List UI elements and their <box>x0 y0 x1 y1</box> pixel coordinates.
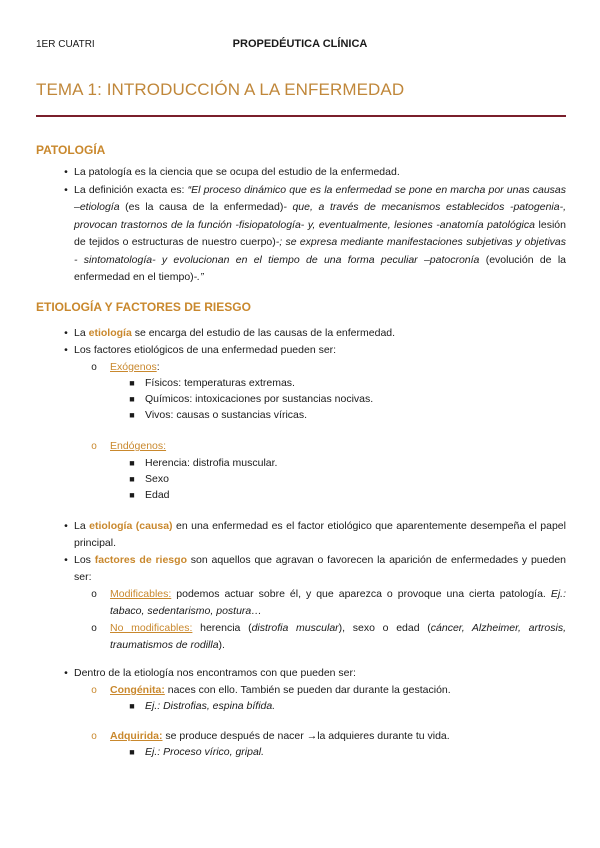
sub-sub-item: Sexo <box>145 473 169 485</box>
square-bullet: ■ <box>129 458 135 468</box>
bullet: • <box>64 327 68 339</box>
list-item: La patología es la ciencia que se ocupa del estudio de la enfermedad. <box>74 166 400 178</box>
list-item: La etiología se encarga del estudio de las causas de la enfermedad. <box>74 327 396 339</box>
header-left: 1ER CUATRI <box>36 39 95 50</box>
sub-sub-item: Vivos: causas o sustancias víricas. <box>145 409 308 421</box>
sub-item-endogenos: Endógenos: <box>110 440 167 452</box>
sub-sub-item: Ej.: Distrofias, espina bífida. <box>145 700 276 712</box>
bullet: • <box>64 184 68 196</box>
bullet: • <box>64 520 68 532</box>
square-bullet: ■ <box>129 701 135 711</box>
square-bullet: ■ <box>129 474 135 484</box>
arrow-right-icon: → <box>306 730 318 742</box>
bullet: • <box>64 344 68 356</box>
sub-bullet: o <box>91 441 97 452</box>
sub-sub-item: Ej.: Proceso vírico, gripal. <box>145 746 265 758</box>
list-item-definition: La definición exacta es: “El proceso dinámico que es la enfermedad se pone en marcha por unas causas –etiología (es la causa de la enfermedad)- que, a través de mecanismos establecidos -patogenia-, provocan trastornos de la función -fisiopatología- y, eventualmente, lesiones -anatomía patológica lesión de tejidos o estructuras de nuestro cuerpo)-; se expresa mediante manifestaciones subjetivas y objetivas - sintomatología- y evolucionan en el tiempo de una forma peculiar –patocronía (evolución de la enfermedad en el tiempo)-.” <box>74 184 566 284</box>
page-title: TEMA 1: INTRODUCCIÓN A LA ENFERMEDAD <box>36 80 405 99</box>
square-bullet: ■ <box>129 378 135 388</box>
sub-bullet: o <box>91 685 97 696</box>
sub-item-modificables: Modificables: podemos actuar sobre él, y que aparezca o provoque una cierta patología. Ej.: tabaco, sedentarismo, postura… <box>110 588 566 618</box>
sub-bullet: o <box>91 623 97 634</box>
sub-item-adquirida: Adquirida: se produce después de nacer →la adquieres durante tu vida. <box>110 730 450 742</box>
list-item: Los factores de riesgo son aquellos que agravan o favorecen la aparición de enfermedades y pueden ser: <box>74 554 567 584</box>
sub-item-no-modificables: No modificables: herencia (distrofia muscular), sexo o edad (cáncer, Alzheimer, artrosis, traumatismos de rodilla). <box>110 622 566 652</box>
sub-sub-item: Herencia: distrofia muscular. <box>145 457 278 469</box>
sub-sub-item: Edad <box>145 489 170 501</box>
sub-bullet: o <box>91 589 97 600</box>
section-heading-patologia: PATOLOGÍA <box>36 143 106 157</box>
square-bullet: ■ <box>129 490 135 500</box>
section-heading-etiologia: ETIOLOGÍA Y FACTORES DE RIESGO <box>36 300 251 314</box>
bullet: • <box>64 166 68 178</box>
sub-item-congenita: Congénita: naces con ello. También se pueden dar durante la gestación. <box>110 684 451 696</box>
square-bullet: ■ <box>129 747 135 757</box>
header-center: PROPEDÉUTICA CLÍNICA <box>232 38 368 50</box>
list-item: Dentro de la etiología nos encontramos con que pueden ser: <box>74 667 356 679</box>
list-item: Los factores etiológicos de una enfermedad pueden ser: <box>74 344 337 356</box>
sub-bullet: o <box>91 731 97 742</box>
bullet: • <box>64 667 68 679</box>
square-bullet: ■ <box>129 410 135 420</box>
sub-sub-item: Químicos: intoxicaciones por sustancias nocivas. <box>145 393 374 405</box>
sub-bullet: o <box>91 362 97 373</box>
title-divider <box>36 115 566 117</box>
square-bullet: ■ <box>129 394 135 404</box>
sub-sub-item: Físicos: temperaturas extremas. <box>145 377 295 389</box>
list-item: La etiología (causa) en una enfermedad es el factor etiológico que aparentemente desempeña el papel principal. <box>74 520 566 550</box>
bullet: • <box>64 554 68 566</box>
sub-item-exogenos: Exógenos: <box>110 361 160 373</box>
